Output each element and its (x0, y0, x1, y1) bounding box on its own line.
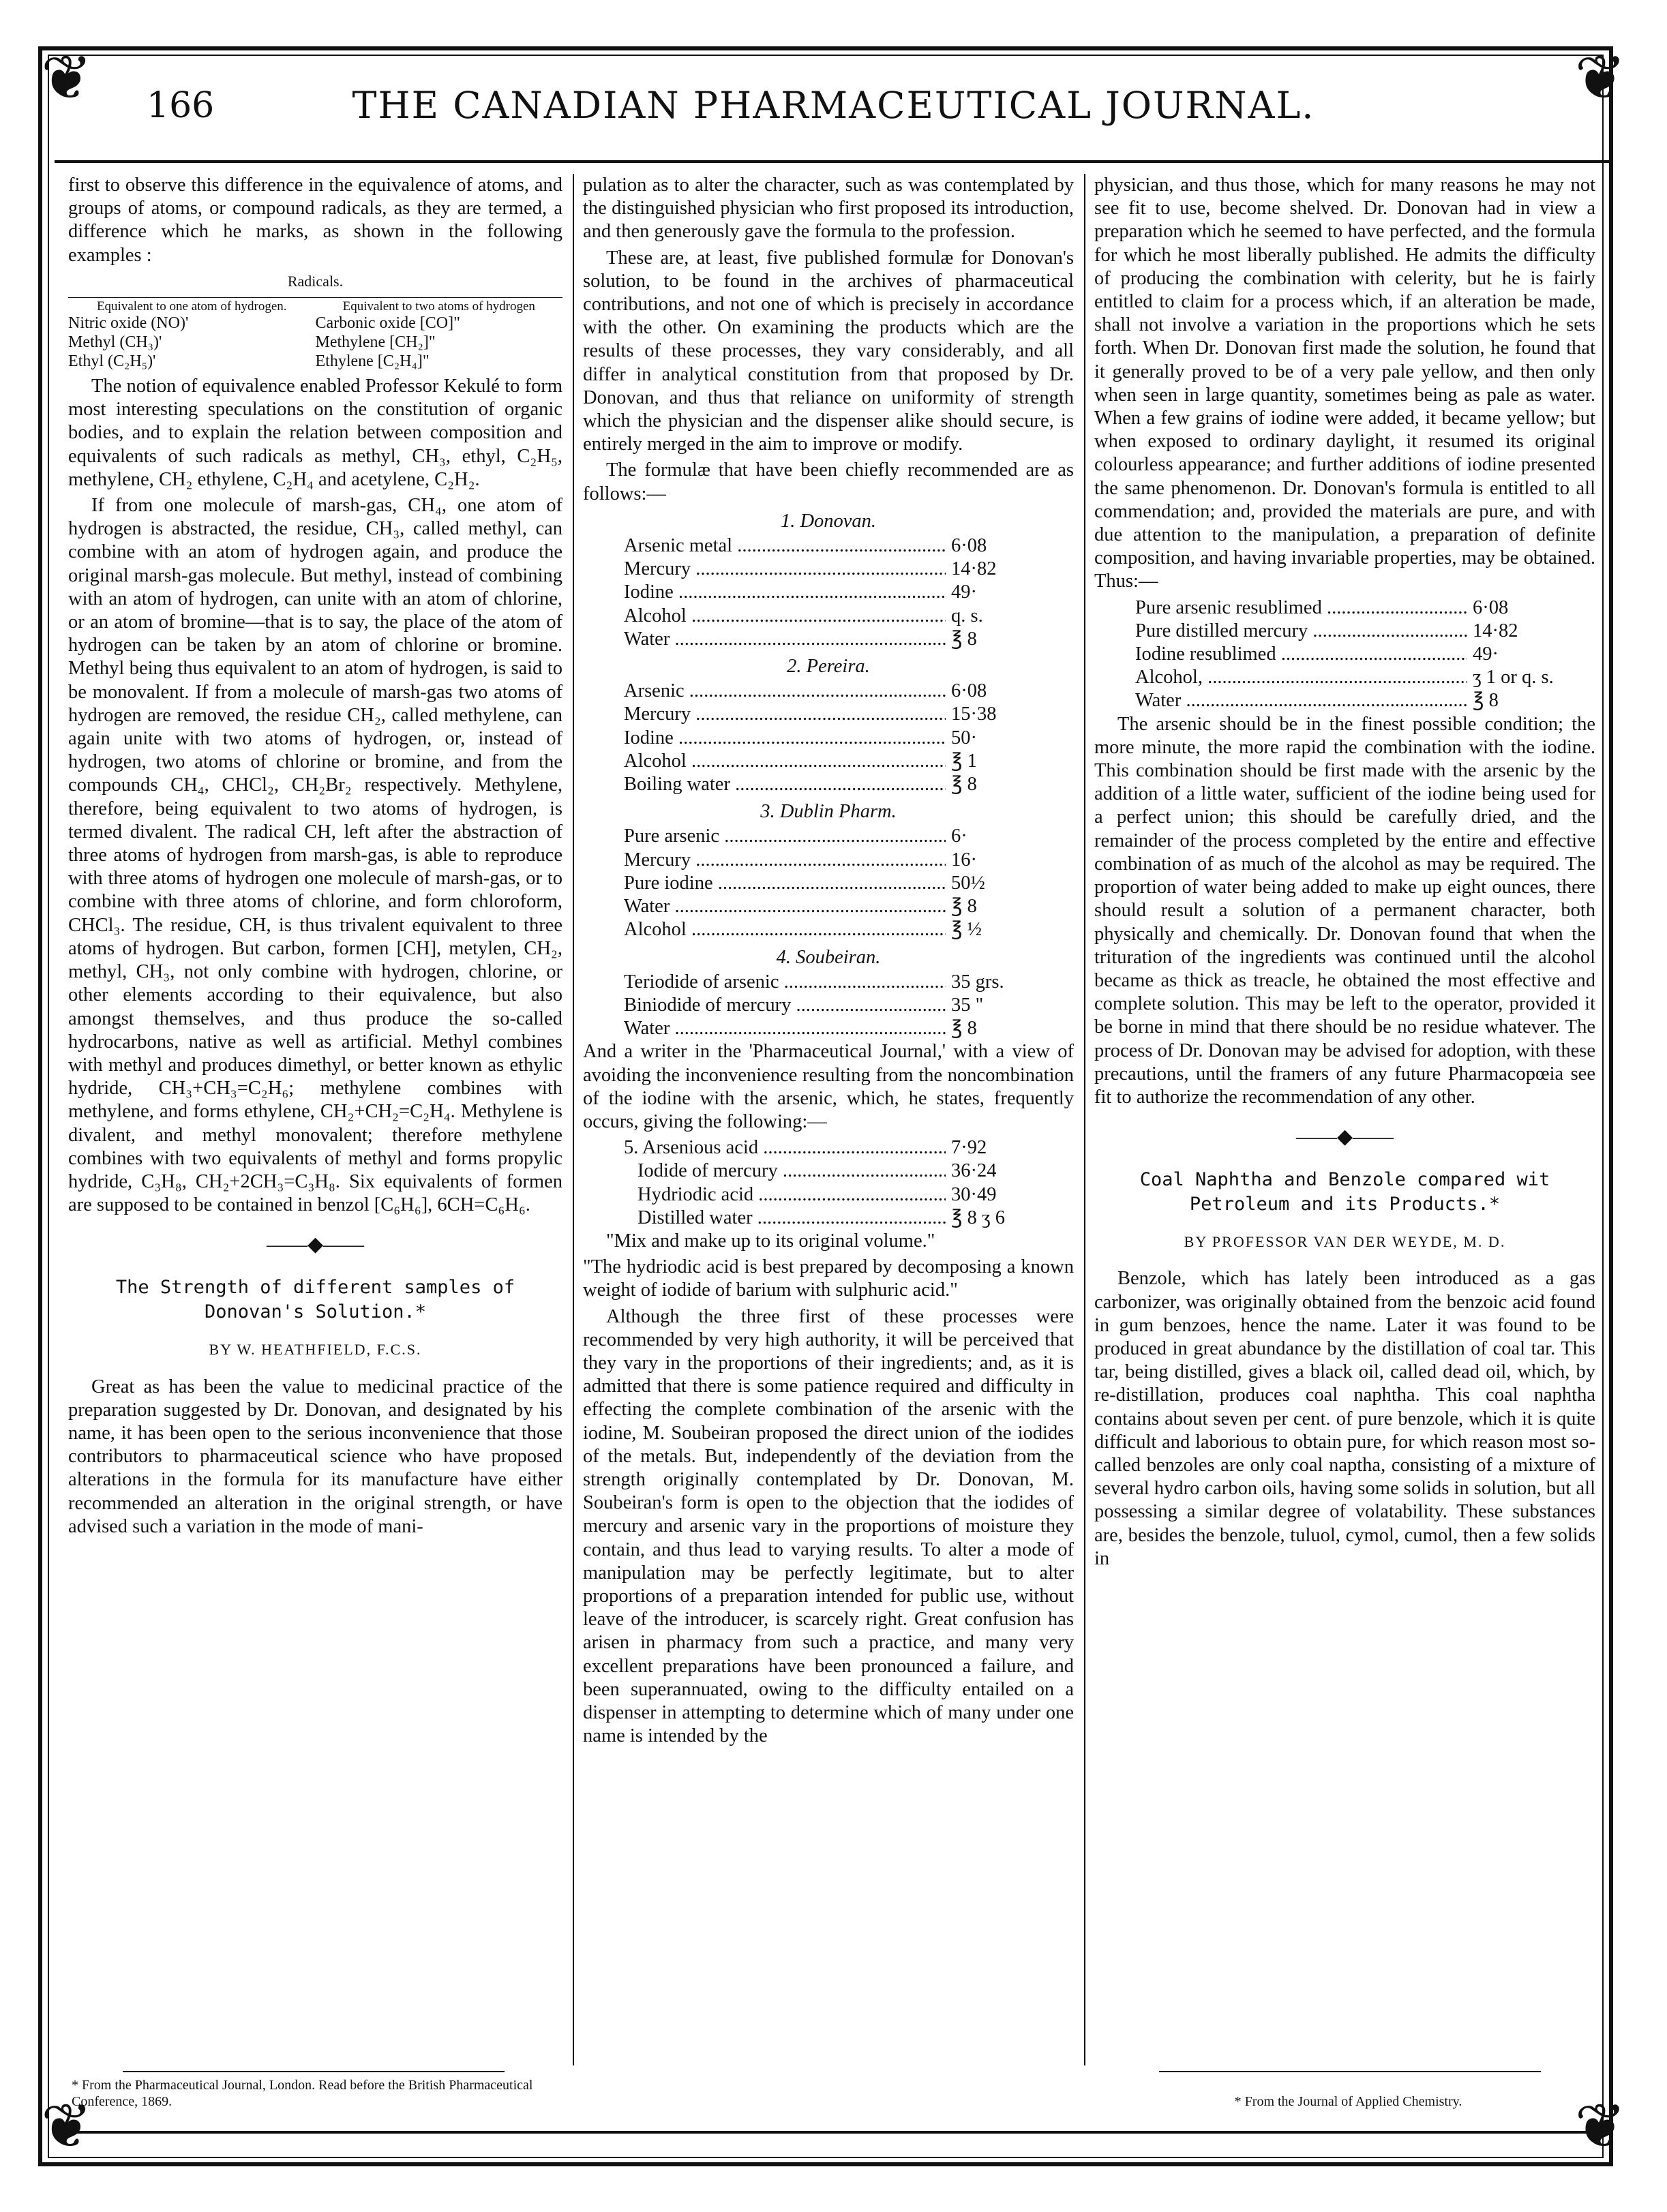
byline: BY W. HEATHFIELD, F.C.S. (209, 1341, 422, 1359)
column-3 (1094, 174, 1595, 2048)
formula-row: Mercury ..... 14·82 (583, 558, 1074, 581)
formula-row: Alcohol ..... ℥ 1 (583, 750, 1074, 773)
table-cell: Carbonic oxide [CO]" (315, 314, 460, 333)
table-header: Equivalent to one atom of hydrogen. (68, 297, 316, 314)
formula-row: Water ..... ℥ 8 (583, 628, 1074, 651)
table-header: Equivalent to two atoms of hydrogen (316, 297, 563, 314)
paragraph: If from one molecule of marsh-gas, CH₄, one atom of hydrogen is abstracted, the residue, CH₃, called methyl, can combine with an atom of hydrogen again, and produce the original marsh-gas molecule. But methyl, instead of combining with an atom of hydrogen, can unite with an atom of chlorine, or an atom of bromine—that is to say, the place of the atom of hydrogen can be taken by an atom of chlorine or bromine. Methyl being thus equivalent to an atom of hydrogen, is said to be monovalent. If from a molecule of marsh-gas two atoms of hydrogen are removed, the residue CH₂, called methylene, can again unite with two atoms of hydrogen, or, instead of hydrogen, two atoms of chlorine or bromine, and from the compounds CH₄, CHCl₂, CH₂Br₂ respectively. Methylene, therefore, being equivalent to two atoms of hydrogen, is termed divalent. The radical CH, left after the abstraction of three atoms of hydrogen from marsh-gas, is able to reproduce with three atoms of hydrogen one molecule of marsh-gas, or to combine with three atoms of chlorine, and form chloroform, CHCl₃. The residue, CH, is thus trivalent equivalent to three atoms of hydrogen. But carbon, formen [CH], metylen, CH₂, methyl, CH₃, not only combine with hydrogen, chlorine, or other elements according to their equivalence, but also amongst themselves, and thus produce the so-called hydrocarbons, native as well as artificial. Methyl combines with methyl and produces dimethyl, or better known as ethylic hydride, CH₃+CH₃=C₂H₆; methylene combines with methylene, and forms ethylene, CH₂+CH₂=C₂H₄. Methylene is divalent, and methyl monovalent; therefore methylene combines with two equivalents of methyl and forms propylic hydride, C₃H₈, CH₂+2CH₃=C₃H₈. Six equivalents of formen are supposed to be contained in benzol [C₆H₆], 6CH=C₆H₆. (68, 495, 562, 1216)
formula-row: Iodide of mercury ..... 36·24 (583, 1160, 1074, 1183)
corner-ornament-icon: ❦ (41, 42, 93, 114)
radicals-caption: Radicals. (287, 272, 344, 290)
formula-row: Mercury ..... 16· (583, 849, 1074, 872)
section-ornament-icon: ——◆—— (266, 1233, 365, 1256)
quote: "Mix and make up to its original volume." (606, 1230, 935, 1252)
formula-row: Water ..... ℥ 8 (583, 1017, 1074, 1040)
corner-ornament-icon: ❦ (1574, 2091, 1626, 2162)
formula-row: Teriodide of arsenic ..... 35 grs. (583, 971, 1074, 994)
column-divider (573, 174, 574, 2065)
table-cell: Methyl (CH₃)' (68, 333, 162, 352)
column-divider (1084, 174, 1085, 2065)
paragraph: The notion of equivalence enabled Professor Kekulé to form most interesting speculations on the constitution of organic bodies, and to explain the relation between composition and equivalents of such radicals as methyl, CH₃, ethyl, C₂H₅, methylene, CH₂ ethylene, C₂H₄ and acetylene, C₂H₂. (68, 376, 562, 490)
paragraph: Great as has been the value to medicinal practice of the preparation suggested by Dr. Donovan, and designated by his name, it has been open to the serious inconvenience that those contributors to pharmaceutical science who have proposed alterations in the formula for its manufacture have either recommended an alteration in the original strength, or have advised such a variation in the mode of mani- (68, 1376, 562, 1537)
formula-row: Boiling water ..... ℥ 8 (583, 773, 1074, 796)
paragraph: Although the three first of these processes were recommended by very high authority, it will be perceived that they vary in the proportions of their ingredients; and, as it is admitted that there is some patience required and difficulty in effecting the complete combination of the arsenic with the iodine, M. Soubeiran proposed the direct union of the iodides of the metals. But, independently of the deviation from the strength originally contemplated by Dr. Donovan, M. Soubeiran's form is open to the objection that the iodides of mercury and arsenic vary in the proportions of moisture they contain, and thus lead to varying results. To alter a mode of manipulation may be perfectly legitimate, but to alter proportions of a preparation intended for public use, without leave of the introducer, is scarcely right. Great confusion has arisen in pharmacy from such a practice, and many very excellent preparations have been pronounced a failure, and been superannuated, owing to the difficulty entailed on a dispenser in attempting to determine which of many under one name is intended by the (583, 1305, 1074, 1747)
journal-title: THE CANADIAN PHARMACEUTICAL JOURNAL. (352, 84, 1315, 127)
radicals-table (68, 297, 562, 371)
formula-row: Arsenic ..... 6·08 (583, 680, 1074, 703)
formula-row: Pure arsenic resublimed ..... 6·08 (1094, 596, 1595, 620)
formula-row: Alcohol, ..... ʒ 1 or q. s. (1094, 666, 1595, 689)
paragraph: The formulæ that have been chiefly recommended are as follows:— (583, 459, 1074, 504)
article-title: The Strength of different samples of Donovan's Solution.* (115, 1277, 515, 1323)
formula-row: Pure iodine ..... 50½ (583, 872, 1074, 895)
quote: "The hydriodic acid is best prepared by decomposing a known weight of iodide of barium with sulphuric acid." (583, 1256, 1074, 1301)
page-number: 166 (147, 85, 215, 126)
formula-title: 3. Dublin Pharm. (760, 801, 897, 823)
formula-row: Arsenic metal ..... 6·08 (583, 534, 1074, 558)
table-cell: Ethylene [C₂H₄]" (315, 352, 430, 371)
formula-row: Pure arsenic ..... 6· (583, 825, 1074, 848)
bottom-rule (55, 2131, 1612, 2134)
section-ornament-icon: ——◆—— (1295, 1125, 1394, 1149)
formula-row: Iodine ..... 50· (583, 727, 1074, 750)
byline: BY PROFESSOR VAN DER WEYDE, M. D. (1184, 1233, 1506, 1251)
formula-row: Mercury ..... 15·38 (583, 703, 1074, 726)
formula-row: Pure distilled mercury ..... 14·82 (1094, 620, 1595, 643)
table-cell: Methylene [CH₂]" (315, 333, 436, 352)
formula-row: Water ..... ℥ 8 (583, 895, 1074, 918)
corner-ornament-icon: ❦ (1574, 42, 1626, 114)
formula-title: 2. Pereira. (787, 656, 870, 678)
formula-row: Distilled water ..... ℥ 8 ʒ 6 (583, 1207, 1074, 1230)
formula-row: 5. Arsenious acid ..... 7·92 (583, 1136, 1074, 1160)
footnote-rule (1159, 2071, 1541, 2072)
formula-title: 4. Soubeiran. (776, 946, 881, 968)
paragraph: pulation as to alter the character, such as was contemplated by the distinguished physician who first proposed its introduction, and then generously gave the formula to the profession. (583, 175, 1074, 243)
paragraph: These are, at least, five published formulæ for Donovan's solution, to be found in the archives of pharmaceutical contributions, and not one of which is precisely in accordance with the other. On examining the products which are the results of these processes, they vary considerably, and all differ in analytical constitution from that proposed by Dr. Donovan, and thus that reliance on uniformity of strength which the physician and the dispenser alike should secure, is entirely merged in the aim to improve or modify. (583, 247, 1074, 455)
formula-row: Iodine ..... 49· (583, 581, 1074, 604)
formula-row: Alcohol ..... q. s. (583, 605, 1074, 628)
formula-row: Biniodide of mercury ..... 35 " (583, 994, 1074, 1017)
formula-title: 1. Donovan. (780, 510, 877, 532)
formula-row: Hydriodic acid ..... 30·49 (583, 1183, 1074, 1207)
article-title: Coal Naphtha and Benzole compared wit Petroleum and its Products.* (1139, 1169, 1550, 1215)
paragraph: physician, and thus those, which for many reasons he may not see fit to use, become shelved. Dr. Donovan had in view a preparation which he seemed to have perfected, and the formula for which he most liberally published. He admits the difficulty of producing the combination with celerity, but he is fairly entitled to claim for a process which, if an alteration be made, shall not involve a variation in the proportions which he sets forth. When Dr. Donovan first made the solution, he found that it generally proved to be of a very pale yellow, and then only when seen in large quantity, sometimes being as pale as water. When a few grains of iodine were added, it became yellow; but when exposed to ordinary daylight, it resumed its original colourless appearance; and further additions of iodine presented the same phenomenon. Dr. Donovan's formula is entitled to all commendation; and, provided the materials are pure, and with due attention to the manipulation, a preparation of definite composition, and having invariable properties, may be obtained. Thus:— (1094, 175, 1595, 592)
column-1 (68, 174, 562, 2048)
paragraph: Benzole, which has lately been introduced as a gas carbonizer, was originally obtained from the benzoic acid found in gum benzoes, hence the name. Later it was found to be produced in great abundance by the distillation of coal tar. This tar, being distilled, gives a black oil, called dead oil, which, by re-distillation, produces coal naphtha. This coal naphtha contains about seven per cent. of pure benzole, which it is quite difficult and laborious to obtain pure, for which reason most so-called benzoles are only coal naptha, consisting of a mixture of several hydro carbon oils, having some solids in solution, but all possessing a similar degree of volatability. These substances are, besides the benzole, tuluol, cymol, cumol, then a few solids in (1094, 1268, 1595, 1569)
formula-row: Iodine resublimed ..... 49· (1094, 643, 1595, 666)
table-cell: Nitric oxide (NO)' (68, 314, 189, 333)
paragraph: first to observe this difference in the equivalence of atoms, and groups of atoms, or compound radicals, as they are termed, a difference which he marks, as shown in the following examples : (68, 175, 562, 266)
paragraph: The arsenic should be in the finest possible condition; the more minute, the more rapid the combination with the iodine. This combination should be first made with the arsenic by the addition of a little water, sufficient of the iodine being used for a perfect union; this should be carefully dried, and the remainder of the process completed by the entire and effective combination of as much of the alcohol as may be required. The proportion of water being added to make up eight ounces, there should result a solution of a permanent character, both physically and chemically. Dr. Donovan found that when the trituration of the ingredients was continued until the alcohol became as thick as treacle, he obtained the most effective and complete solution. This may be left to the operator, provided it be borne in mind that there should be no residue whatever. The process of Dr. Donovan may be advised for adoption, with these precautions, until the framers of any future Pharmacopœia see fit to authorize the recommendation of any other. (1094, 713, 1595, 1108)
page-header (0, 65, 1667, 160)
footnote: * From the Pharmaceutical Journal, London. Read before the British Pharmaceutical Conference, 1869. (72, 2078, 533, 2109)
footnote-rule (123, 2071, 505, 2072)
formula-row: Alcohol ..... ℥ ½ (583, 918, 1074, 941)
column-2 (583, 174, 1074, 2048)
footnote: * From the Journal of Applied Chemistry. (1234, 2094, 1462, 2109)
formula-row: Water ..... ℥ 8 (1094, 689, 1595, 712)
paragraph: And a writer in the 'Pharmaceutical Journal,' with a view of avoiding the inconvenience resulting from the noncombination of the iodine with the arsenic, which, he states, frequently occurs, giving the following:— (583, 1041, 1074, 1132)
header-rule (55, 160, 1612, 163)
table-cell: Ethyl (C₂H₅)' (68, 352, 156, 371)
corner-ornament-icon: ❦ (41, 2091, 93, 2162)
